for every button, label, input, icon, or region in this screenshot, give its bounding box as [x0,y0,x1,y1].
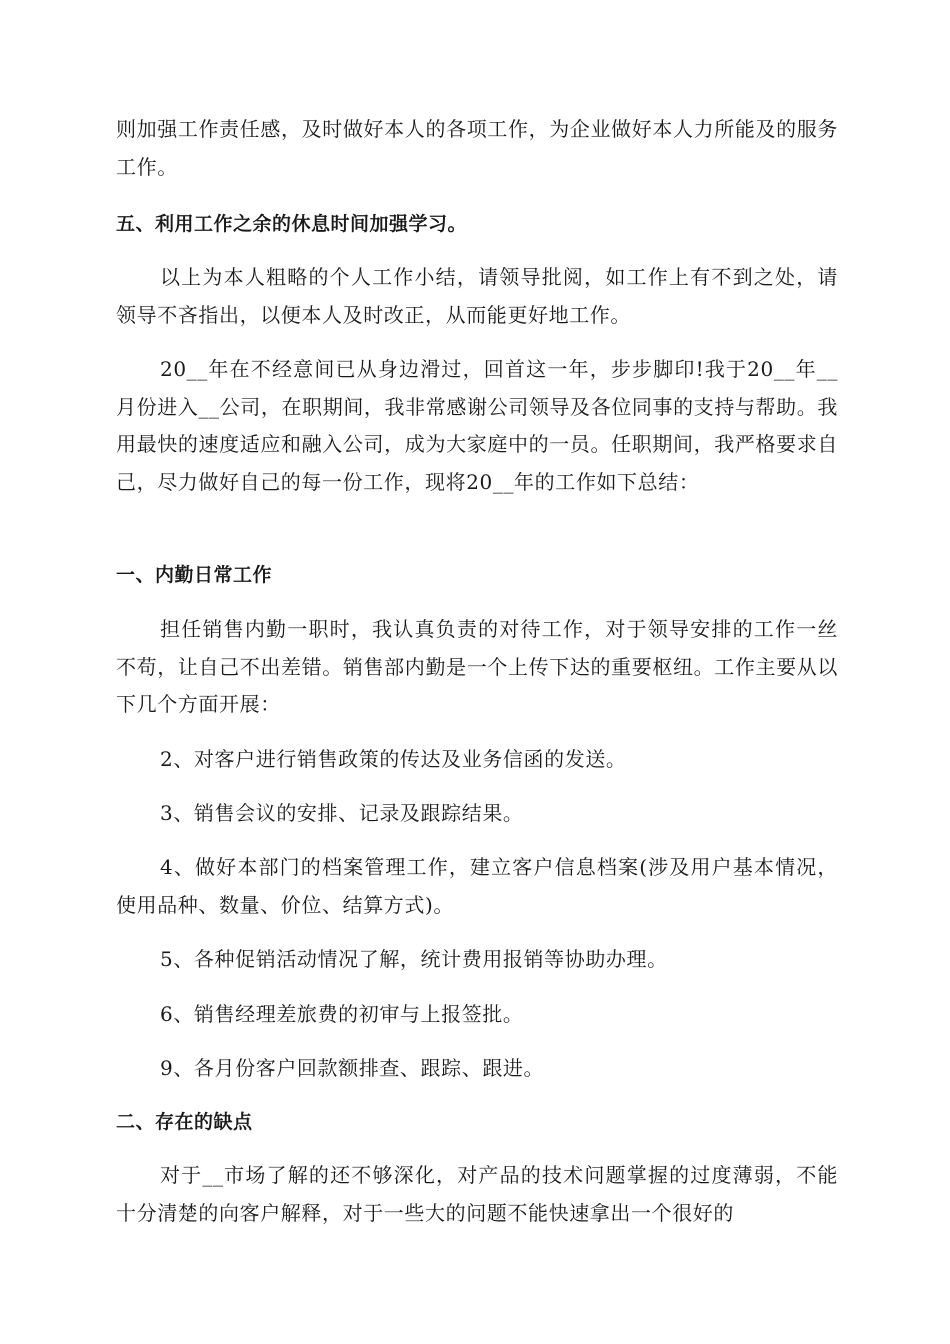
paragraph-sales-assistant-duties: 担任销售内勤一职时，我认真负责的对待工作，对于领导安排的工作一丝不苟，让自己不出差错。销售部内勤是一个上传下达的重要枢纽。工作主要从以下几个方面开展： [116,617,838,716]
list-item-6: 6、销售经理差旅费的初审与上报签批。 [160,1002,524,1026]
heading-section-five: 五、利用工作之余的休息时间加强学习。 [116,213,468,235]
paragraph-year-review: 20__年在不经意间已从身边滑过，回首这一年，步步脚印!我于20__年__月份进入__公司，在职期间，我非常感谢公司领导及各位同事的支持与帮助。我用最快的速度适应和融入公司，成为大家庭中的一员。任职期间，我严格要求自己，尽力做好自己的每一份工作，现将20__年的工作如下总结： [116,357,838,494]
list-item-9: 9、各月份客户回款额排查、跟踪、跟进。 [160,1056,545,1080]
paragraph-service-work: 则加强工作责任感，及时做好本人的各项工作，为企业做好本人力所能及的服务工作。 [116,117,838,179]
list-item-3: 3、销售会议的安排、记录及跟踪结果。 [160,801,524,825]
heading-section-two: 二、存在的缺点 [116,1111,253,1133]
list-item-5: 5、各种促销活动情况了解，统计费用报销等协助办理。 [160,947,668,971]
list-item-4: 4、做好本部门的档案管理工作，建立客户信息档案(涉及用户基本情况，使用品种、数量、价位、结算方式)。 [116,855,838,917]
paragraph-shortcomings: 对于__市场了解的还不够深化，对产品的技术问题掌握的过度薄弱，不能十分清楚的向客户解释，对于一些大的问题不能快速拿出一个很好的 [116,1163,838,1225]
heading-section-one: 一、内勤日常工作 [116,564,273,586]
list-item-2: 2、对客户进行销售政策的传达及业务信函的发送。 [160,747,627,771]
paragraph-summary-request: 以上为本人粗略的个人工作小结，请领导批阅，如工作上有不到之处，请领导不吝指出，以便本人及时改正，从而能更好地工作。 [116,265,838,327]
